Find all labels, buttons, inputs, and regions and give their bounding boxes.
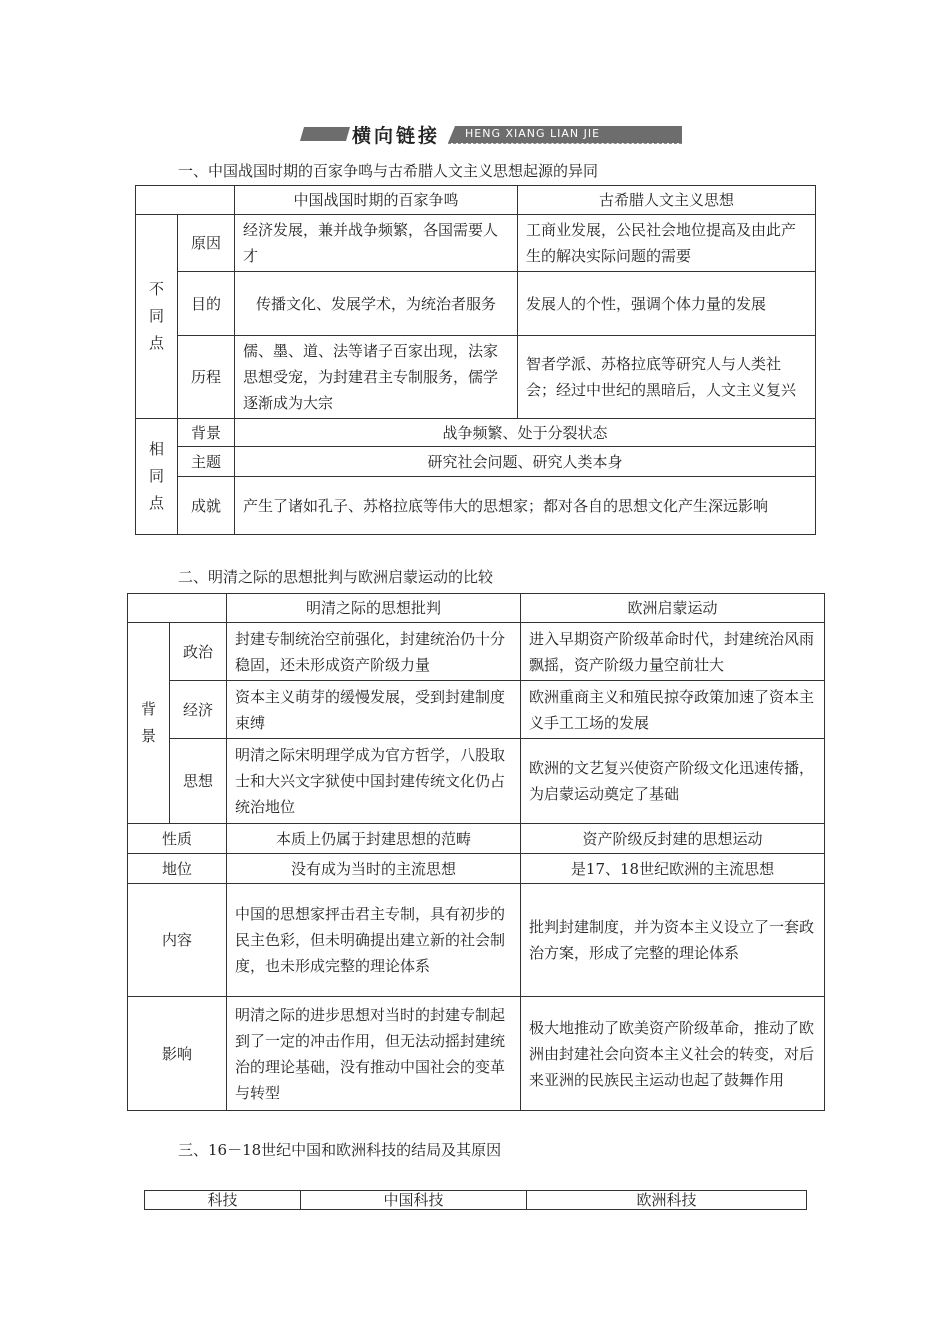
table-cell: 进入早期资产阶级革命时代，封建统治风雨飘摇，资产阶级力量空前壮大 <box>521 623 825 681</box>
row-label: 原因 <box>178 215 235 272</box>
table-cell: 传播文化、发展学术，为统治者服务 <box>235 272 518 336</box>
table1-header-greece: 古希腊人文主义思想 <box>518 186 816 215</box>
table3-header-tech: 科技 <box>145 1191 301 1210</box>
table-cell: 明清之际宋明理学成为官方哲学，八股取士和大兴文字狱使中国封建传统文化仍占统治地位 <box>227 739 521 824</box>
table-cell: 资产阶级反封建的思想运动 <box>521 824 825 854</box>
row-label: 历程 <box>178 336 235 419</box>
row-label: 经济 <box>170 681 227 739</box>
table-cell: 欧洲重商主义和殖民掠夺政策加速了资本主义手工工场的发展 <box>521 681 825 739</box>
table-cell: 资本主义萌芽的缓慢发展，受到封建制度束缚 <box>227 681 521 739</box>
banner-divider <box>448 143 682 144</box>
table-cell: 没有成为当时的主流思想 <box>227 854 521 884</box>
comparison-table-1 <box>135 185 816 535</box>
comparison-table-2 <box>127 593 825 1111</box>
banner-subtitle: HENG XIANG LIAN JIE <box>465 127 601 140</box>
group-label: 不同点 <box>149 280 165 352</box>
section2-heading: 二、明清之际的思想批判与欧洲启蒙运动的比较 <box>178 568 494 586</box>
table-cell: 中国的思想家抨击君主专制，具有初步的民主色彩，但未明确提出建立新的社会制度，也未形成完整的理论体系 <box>227 884 521 997</box>
row-label: 影响 <box>128 997 227 1111</box>
section-banner <box>300 123 682 145</box>
group-label: 背景 <box>141 700 157 745</box>
row-label: 内容 <box>128 884 227 997</box>
table1-group-same <box>136 419 178 535</box>
table-cell: 极大地推动了欧美资产阶级革命，推动了欧洲由封建社会向资本主义社会的转变，对后来亚洲的民族民主运动也起了鼓舞作用 <box>521 997 825 1111</box>
row-label: 思想 <box>170 739 227 824</box>
table1-group-different <box>136 215 178 419</box>
table-cell: 欧洲的文艺复兴使资产阶级文化迅速传播，为启蒙运动奠定了基础 <box>521 739 825 824</box>
banner-left-stripe <box>300 127 350 141</box>
table2-empty-corner <box>128 594 227 623</box>
table3-header-europe: 欧洲科技 <box>527 1191 807 1210</box>
row-label: 背景 <box>178 419 235 447</box>
table-cell: 智者学派、苏格拉底等研究人与人类社会；经过中世纪的黑暗后，人文主义复兴 <box>518 336 816 419</box>
table2-header-europe: 欧洲启蒙运动 <box>521 594 825 623</box>
table2-group-background <box>128 623 170 824</box>
table-cell: 是17、18世纪欧洲的主流思想 <box>521 854 825 884</box>
table-cell: 明清之际的进步思想对当时的封建专制起到了一定的冲击作用，但无法动摇封建统治的理论基础，没有推动中国社会的变革与转型 <box>227 997 521 1111</box>
row-label: 主题 <box>178 447 235 477</box>
banner-title: 横向链接 <box>352 125 441 147</box>
group-label: 相同点 <box>149 440 165 512</box>
table-cell: 战争频繁、处于分裂状态 <box>235 419 816 447</box>
table3-header-china: 中国科技 <box>301 1191 527 1210</box>
comparison-table-3 <box>144 1190 807 1210</box>
row-label: 目的 <box>178 272 235 336</box>
table1-empty-corner <box>136 186 235 215</box>
row-label: 地位 <box>128 854 227 884</box>
table-cell: 产生了诸如孔子、苏格拉底等伟大的思想家；都对各自的思想文化产生深远影响 <box>235 477 816 535</box>
table-cell: 批判封建制度，并为资本主义设立了一套政治方案，形成了完整的理论体系 <box>521 884 825 997</box>
row-label: 成就 <box>178 477 235 535</box>
section1-heading: 一、中国战国时期的百家争鸣与古希腊人文主义思想起源的异同 <box>178 162 599 180</box>
table-cell: 工商业发展，公民社会地位提高及由此产生的解决实际问题的需要 <box>518 215 816 272</box>
table-cell: 封建专制统治空前强化，封建统治仍十分稳固，还未形成资产阶级力量 <box>227 623 521 681</box>
table-cell: 经济发展，兼并战争频繁，各国需要人才 <box>235 215 518 272</box>
row-label: 性质 <box>128 824 227 854</box>
table-cell: 研究社会问题、研究人类本身 <box>235 447 816 477</box>
table1-header-china: 中国战国时期的百家争鸣 <box>235 186 518 215</box>
table2-header-china: 明清之际的思想批判 <box>227 594 521 623</box>
row-label: 政治 <box>170 623 227 681</box>
section3-heading: 三、16－18世纪中国和欧洲科技的结局及其原因 <box>178 1141 502 1159</box>
table-cell: 儒、墨、道、法等诸子百家出现，法家思想受宠，为封建君主专制服务，儒学逐渐成为大宗 <box>235 336 518 419</box>
table-cell: 发展人的个性，强调个体力量的发展 <box>518 272 816 336</box>
table-cell: 本质上仍属于封建思想的范畴 <box>227 824 521 854</box>
